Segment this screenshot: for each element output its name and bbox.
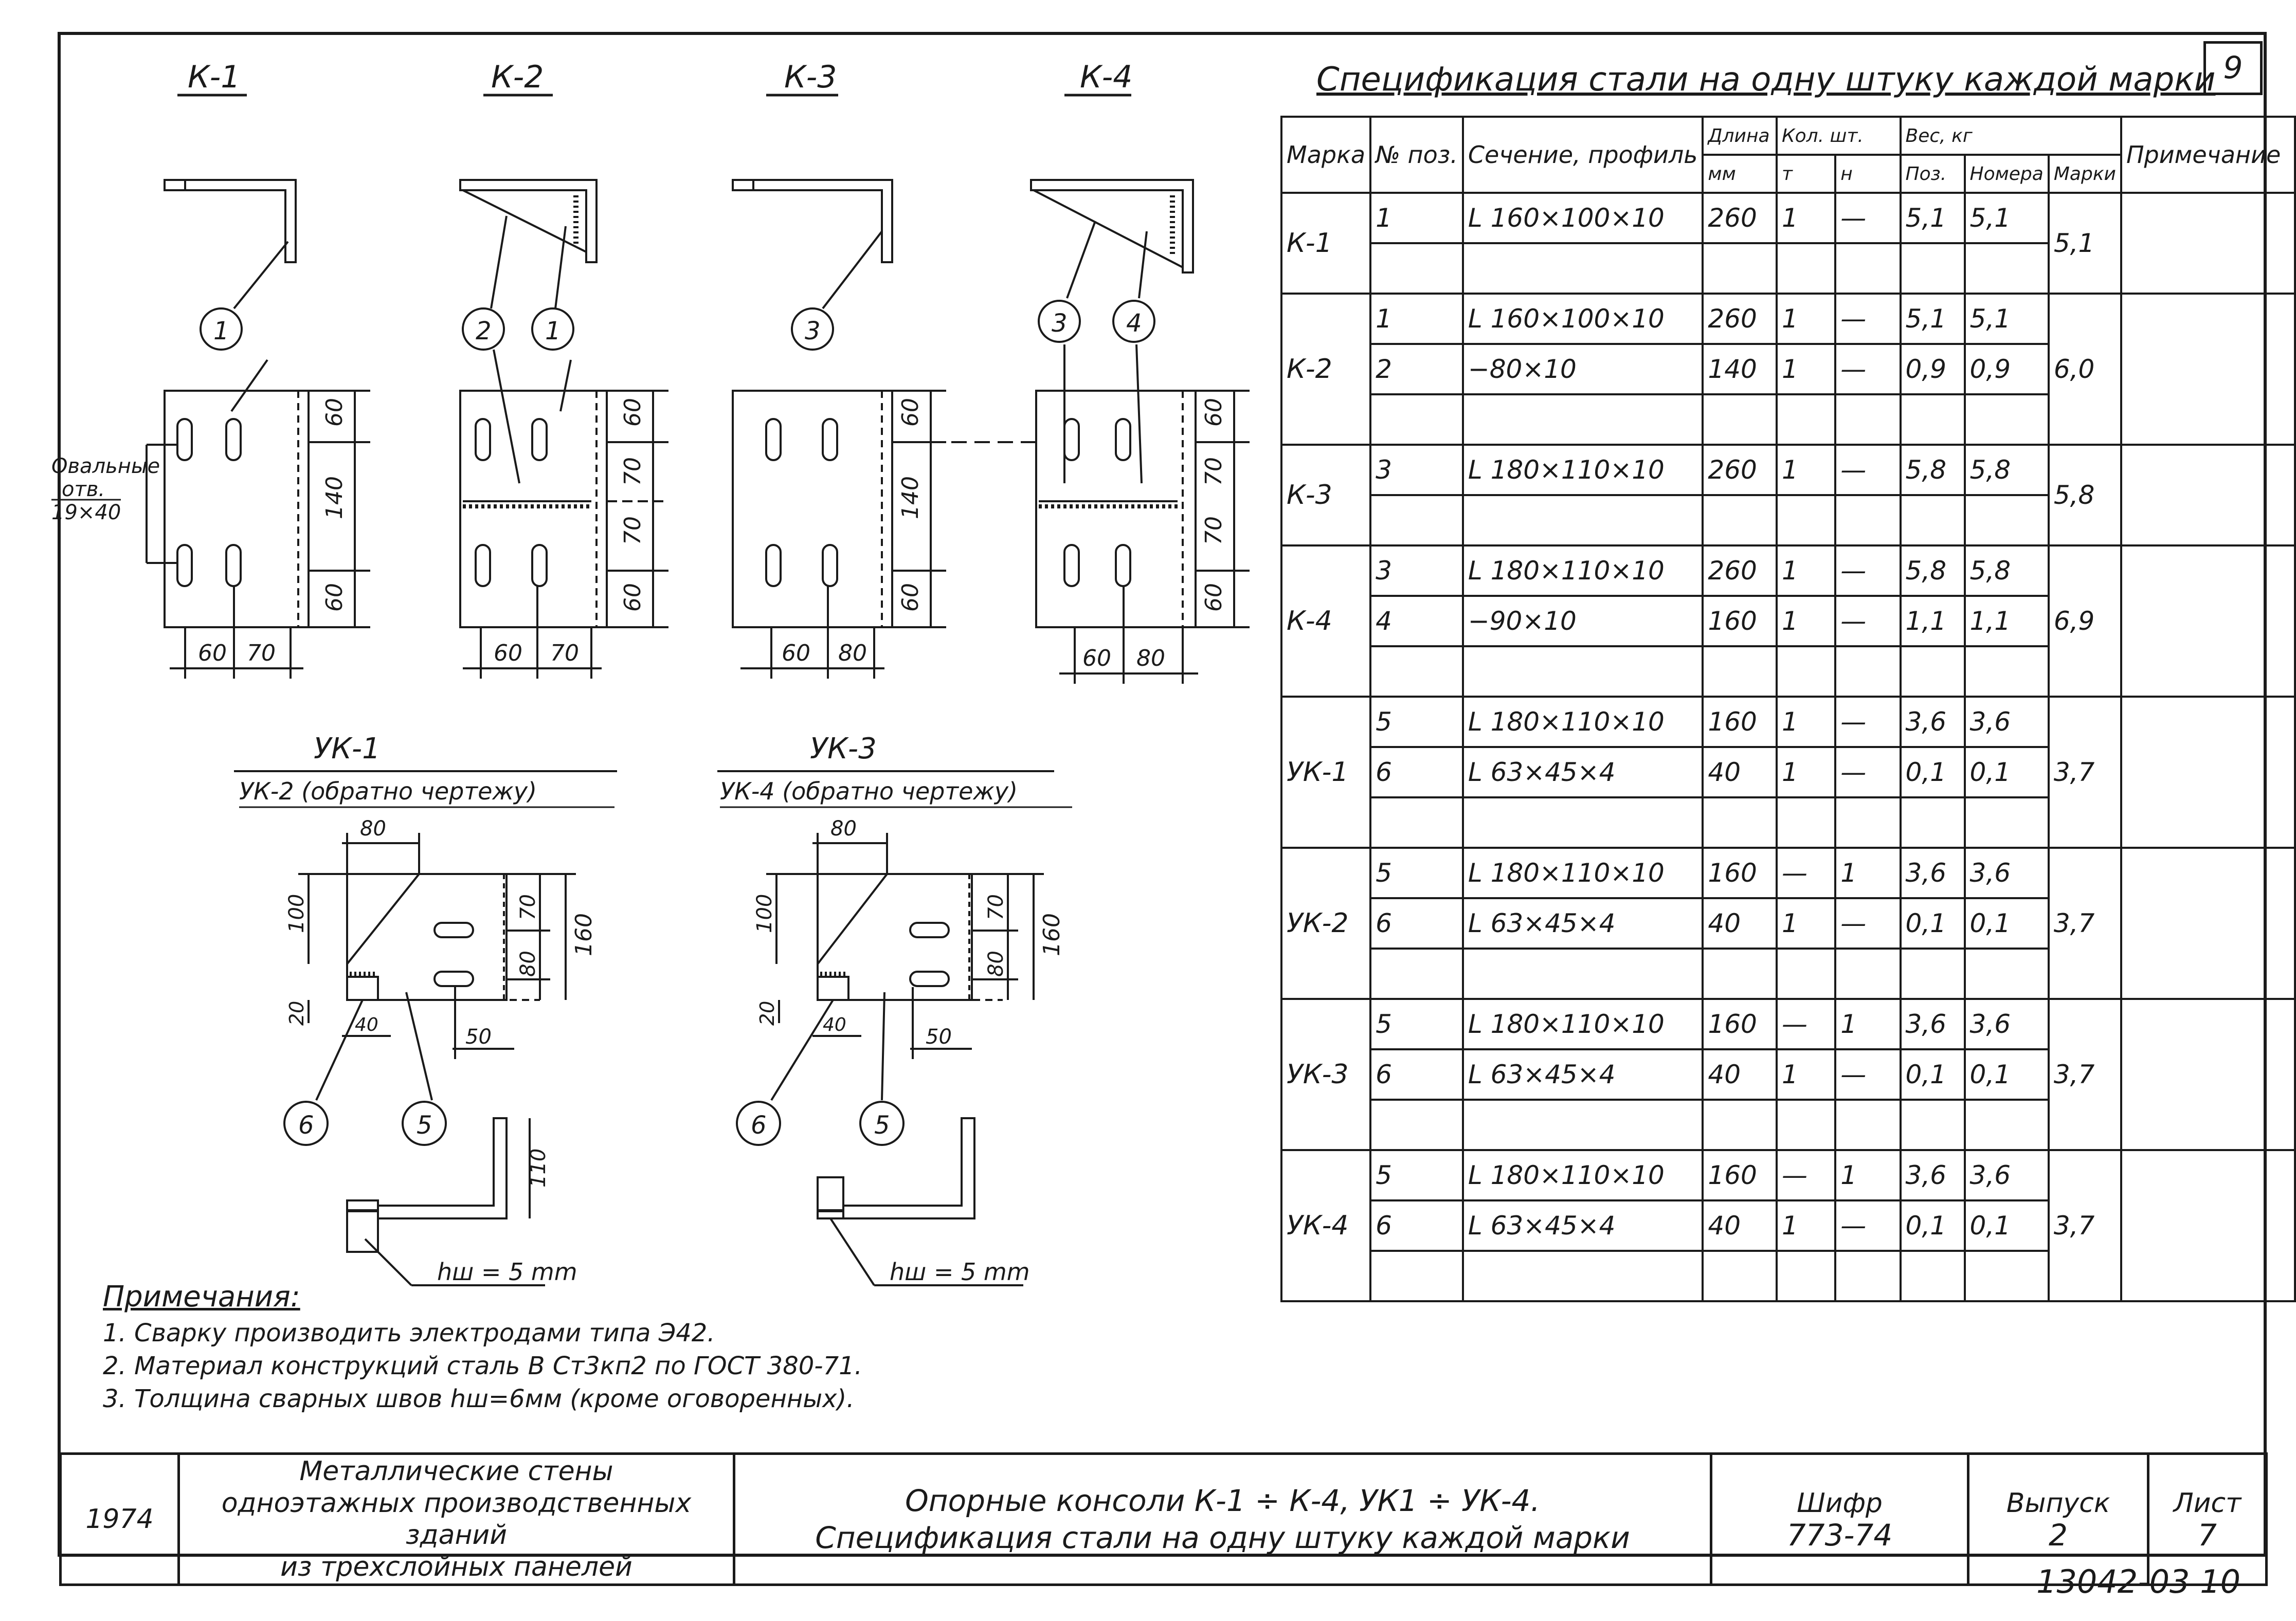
spec-cell-pos	[1370, 797, 1463, 848]
svg-text:50: 50	[926, 1025, 952, 1049]
spec-note-cell	[2121, 294, 2295, 445]
spec-cell-n: —	[1835, 294, 1900, 344]
spec-cell-wnum: 0,1	[1965, 747, 2049, 797]
spec-cell-wpos: 5,1	[1901, 294, 1965, 344]
spec-cell-t: 1	[1777, 294, 1835, 344]
svg-text:80: 80	[1136, 645, 1165, 671]
spec-cell-t: —	[1777, 848, 1835, 898]
spec-cell-wpos	[1901, 949, 1965, 999]
svg-text:60: 60	[321, 398, 348, 427]
spec-mark-cell: К-4	[1281, 545, 1370, 697]
header-w-pos: Поз.	[1901, 155, 1965, 193]
spec-mark-cell: К-3	[1281, 445, 1370, 545]
header-w-num: Номера	[1965, 155, 2049, 193]
spec-cell-length: 160	[1703, 697, 1777, 747]
spec-cell-wnum: 5,8	[1965, 445, 2049, 495]
detail-k2	[460, 59, 668, 679]
svg-text:80: 80	[360, 817, 386, 841]
uk3-weld: hш = 5 mm	[890, 1258, 1030, 1286]
spec-cell-n: —	[1835, 1049, 1900, 1100]
spec-cell-wpos: 5,8	[1901, 445, 1965, 495]
svg-text:60: 60	[1201, 398, 1227, 427]
svg-text:70: 70	[1201, 516, 1227, 545]
spec-cell-t	[1777, 1100, 1835, 1150]
spec-cell-wnum: 0,9	[1965, 344, 2049, 394]
spec-note-cell	[2121, 545, 2295, 697]
svg-text:70: 70	[1201, 457, 1227, 486]
table-row	[1281, 193, 2295, 243]
spec-cell-wnum	[1965, 1100, 2049, 1150]
spec-mark-weight-cell: 3,7	[2049, 848, 2121, 999]
svg-text:6: 6	[298, 1111, 314, 1140]
header-qty-n: н	[1835, 155, 1900, 193]
spec-cell-n: —	[1835, 697, 1900, 747]
spec-cell-n	[1835, 1251, 1900, 1301]
stamp-sheet: Лист 7	[2148, 1454, 2267, 1585]
spec-cell-n: —	[1835, 545, 1900, 596]
spec-note-cell	[2121, 999, 2295, 1150]
spec-cell-t: —	[1777, 1150, 1835, 1200]
spec-mark-weight-cell: 5,8	[2049, 445, 2121, 545]
spec-cell-t: 1	[1777, 1200, 1835, 1251]
svg-text:70: 70	[620, 457, 646, 486]
header-pos: № поз.	[1370, 117, 1463, 193]
spec-cell-wpos	[1901, 646, 1965, 697]
spec-mark-cell: УК-4	[1281, 1150, 1370, 1301]
spec-note-cell	[2121, 697, 2295, 848]
spec-cell-wpos: 5,1	[1901, 193, 1965, 243]
spec-cell-n: 1	[1835, 1150, 1900, 1200]
spec-cell-wnum	[1965, 1251, 2049, 1301]
spec-cell-wpos: 5,8	[1901, 545, 1965, 596]
spec-cell-n: —	[1835, 596, 1900, 646]
note-3: 3. Толщина сварных швов hш=6мм (кроме оговоренных).	[103, 1385, 855, 1413]
spec-cell-section	[1463, 1251, 1703, 1301]
spec-cell-length	[1703, 495, 1777, 545]
table-row	[1281, 445, 2295, 495]
spec-cell-length	[1703, 1100, 1777, 1150]
svg-text:70: 70	[516, 894, 540, 920]
spec-cell-n	[1835, 797, 1900, 848]
spec-cell-section: L 63×45×4	[1463, 898, 1703, 949]
spec-cell-section: −90×10	[1463, 596, 1703, 646]
header-section: Сечение, профиль	[1463, 117, 1703, 193]
spec-cell-wpos	[1901, 1251, 1965, 1301]
k1-hole-note-1: Овальные	[51, 454, 160, 478]
stamp-issue: Выпуск 2	[1968, 1454, 2148, 1585]
table-row	[1281, 545, 2295, 596]
svg-text:100: 100	[753, 894, 776, 933]
spec-cell-n: —	[1835, 193, 1900, 243]
spec-cell-t: 1	[1777, 596, 1835, 646]
spec-cell-length: 160	[1703, 848, 1777, 898]
spec-cell-pos: 3	[1370, 445, 1463, 495]
spec-cell-pos: 6	[1370, 1200, 1463, 1251]
spec-mark-weight-cell: 3,7	[2049, 1150, 2121, 1301]
k4-title: К-4	[1080, 59, 1133, 95]
spec-cell-t	[1777, 949, 1835, 999]
table-row	[1281, 848, 2295, 898]
svg-text:100: 100	[285, 894, 309, 933]
svg-text:60: 60	[1082, 645, 1111, 671]
spec-note-cell	[2121, 445, 2295, 545]
svg-text:110: 110	[527, 1148, 550, 1188]
spec-cell-length: 40	[1703, 747, 1777, 797]
k1-hole-note-3: 19×40	[51, 501, 121, 524]
spec-cell-pos: 5	[1370, 999, 1463, 1049]
spec-cell-wnum	[1965, 243, 2049, 294]
stamp-year: 1974	[61, 1454, 179, 1585]
svg-text:80: 80	[830, 817, 857, 841]
svg-text:80: 80	[516, 951, 540, 977]
note-1: 1. Сварку производить электродами типа Э42.	[103, 1319, 715, 1347]
spec-cell-section	[1463, 495, 1703, 545]
spec-cell-pos: 6	[1370, 898, 1463, 949]
spec-cell-n: —	[1835, 898, 1900, 949]
spec-cell-section: −80×10	[1463, 344, 1703, 394]
spec-cell-n	[1835, 394, 1900, 445]
spec-cell-pos: 6	[1370, 747, 1463, 797]
spec-note-cell	[2121, 848, 2295, 999]
spec-cell-t: —	[1777, 999, 1835, 1049]
spec-cell-pos	[1370, 949, 1463, 999]
stamp-project: Металлические стены одноэтажных производственных зданий из трехслойных панелей	[179, 1454, 734, 1585]
spec-cell-wnum	[1965, 495, 2049, 545]
spec-cell-wnum: 0,1	[1965, 898, 2049, 949]
spec-cell-wnum: 5,8	[1965, 545, 2049, 596]
spec-mark-cell: К-1	[1281, 193, 1370, 294]
spec-cell-wpos: 0,9	[1901, 344, 1965, 394]
svg-text:140: 140	[897, 476, 924, 519]
spec-cell-section: L 63×45×4	[1463, 747, 1703, 797]
spec-cell-wpos	[1901, 243, 1965, 294]
spec-cell-wnum: 5,1	[1965, 294, 2049, 344]
header-qty: Кол. шт.	[1777, 117, 1901, 155]
spec-cell-section	[1463, 1100, 1703, 1150]
k2-title: К-2	[491, 59, 544, 95]
spec-cell-section: L 63×45×4	[1463, 1200, 1703, 1251]
spec-cell-wnum: 0,1	[1965, 1049, 2049, 1100]
spec-cell-wnum: 1,1	[1965, 596, 2049, 646]
uk3-title: УК-3	[810, 732, 877, 766]
svg-text:60: 60	[897, 398, 924, 427]
spec-cell-wpos: 3,6	[1901, 848, 1965, 898]
spec-cell-wpos: 1,1	[1901, 596, 1965, 646]
spec-note-cell	[2121, 1150, 2295, 1301]
detail-k3	[733, 59, 946, 679]
spec-cell-section: L 180×110×10	[1463, 697, 1703, 747]
spec-cell-pos	[1370, 243, 1463, 294]
spec-mark-weight-cell: 6,0	[2049, 294, 2121, 445]
svg-text:1: 1	[213, 317, 229, 345]
spec-cell-t: 1	[1777, 898, 1835, 949]
spec-cell-length: 260	[1703, 545, 1777, 596]
svg-text:20: 20	[285, 1000, 308, 1026]
spec-cell-length: 40	[1703, 1200, 1777, 1251]
uk3-subtitle: УК-4 (обратно чертежу)	[720, 777, 1018, 805]
spec-cell-section	[1463, 949, 1703, 999]
svg-text:4: 4	[1126, 309, 1142, 338]
spec-cell-n	[1835, 949, 1900, 999]
spec-cell-section	[1463, 797, 1703, 848]
notes-heading: Примечания:	[103, 1280, 300, 1314]
svg-text:60: 60	[198, 640, 227, 666]
spec-cell-length: 260	[1703, 193, 1777, 243]
spec-cell-section: L 180×110×10	[1463, 999, 1703, 1049]
spec-cell-wnum	[1965, 394, 2049, 445]
svg-text:60: 60	[620, 583, 646, 612]
svg-text:140: 140	[321, 476, 348, 519]
spec-cell-wnum: 3,6	[1965, 1150, 2049, 1200]
spec-cell-n	[1835, 1100, 1900, 1150]
svg-text:70: 70	[247, 640, 276, 666]
spec-cell-t	[1777, 495, 1835, 545]
spec-cell-length: 260	[1703, 294, 1777, 344]
spec-cell-t: 1	[1777, 445, 1835, 495]
svg-text:160: 160	[1039, 913, 1065, 956]
spec-cell-t	[1777, 646, 1835, 697]
svg-text:60: 60	[620, 398, 646, 427]
spec-cell-pos: 5	[1370, 1150, 1463, 1200]
spec-cell-length	[1703, 949, 1777, 999]
spec-cell-wnum: 3,6	[1965, 848, 2049, 898]
spec-cell-t: 1	[1777, 545, 1835, 596]
svg-text:20: 20	[756, 1000, 779, 1026]
header-length: Длина	[1703, 117, 1777, 155]
spec-mark-weight-cell: 3,7	[2049, 697, 2121, 848]
spec-cell-wpos: 3,6	[1901, 1150, 1965, 1200]
spec-cell-pos	[1370, 1100, 1463, 1150]
spec-cell-wnum: 5,1	[1965, 193, 2049, 243]
spec-cell-n: —	[1835, 445, 1900, 495]
svg-text:70: 70	[620, 516, 646, 545]
spec-cell-t: 1	[1777, 344, 1835, 394]
spec-cell-wnum: 3,6	[1965, 999, 2049, 1049]
spec-cell-n: —	[1835, 344, 1900, 394]
svg-text:60: 60	[494, 640, 522, 666]
spec-cell-section: L 160×100×10	[1463, 294, 1703, 344]
spec-cell-length	[1703, 797, 1777, 848]
spec-cell-length: 160	[1703, 1150, 1777, 1200]
spec-cell-wnum	[1965, 646, 2049, 697]
header-weight: Вес, кг	[1901, 117, 2121, 155]
spec-cell-wpos	[1901, 797, 1965, 848]
spec-cell-length: 160	[1703, 596, 1777, 646]
svg-text:40: 40	[823, 1014, 846, 1035]
svg-text:160: 160	[571, 913, 597, 956]
svg-text:60: 60	[321, 583, 348, 612]
svg-text:70: 70	[984, 894, 1008, 920]
detail-k4	[951, 59, 1250, 684]
spec-cell-length: 260	[1703, 445, 1777, 495]
header-length-unit: мм	[1703, 155, 1777, 193]
spec-cell-section	[1463, 243, 1703, 294]
spec-cell-wpos: 0,1	[1901, 898, 1965, 949]
svg-text:50: 50	[465, 1025, 492, 1049]
note-2: 2. Материал конструкций сталь В Ст3кп2 по ГОСТ 380-71.	[103, 1352, 862, 1380]
table-row	[1281, 294, 2295, 344]
spec-cell-section: L 63×45×4	[1463, 1049, 1703, 1100]
spec-cell-n: 1	[1835, 848, 1900, 898]
spec-cell-wpos: 0,1	[1901, 1200, 1965, 1251]
spec-cell-pos: 5	[1370, 697, 1463, 747]
spec-cell-section: L 160×100×10	[1463, 193, 1703, 243]
stamp-code: Шифр 773-74	[1711, 1454, 1968, 1585]
spec-cell-pos	[1370, 394, 1463, 445]
detail-uk1	[234, 732, 617, 1286]
spec-cell-t	[1777, 394, 1835, 445]
header-mark: Марка	[1281, 117, 1370, 193]
header-qty-t: т	[1777, 155, 1835, 193]
spec-cell-wpos: 0,1	[1901, 747, 1965, 797]
spec-mark-cell: УК-1	[1281, 697, 1370, 848]
spec-cell-t	[1777, 1251, 1835, 1301]
stamp-title: Опорные консоли К-1 ÷ К-4, УК1 ÷ УК-4. Спецификация стали на одну штуку каждой марки	[734, 1454, 1711, 1585]
spec-title: Спецификация стали на одну штуку каждой марки	[1316, 61, 2216, 99]
spec-cell-wpos: 3,6	[1901, 999, 1965, 1049]
k1-title: К-1	[188, 59, 241, 95]
detail-k1	[51, 59, 370, 679]
spec-cell-n	[1835, 646, 1900, 697]
spec-mark-weight-cell: 5,1	[2049, 193, 2121, 294]
spec-cell-t: 1	[1777, 747, 1835, 797]
spec-cell-length: 40	[1703, 1049, 1777, 1100]
spec-cell-length: 160	[1703, 999, 1777, 1049]
spec-cell-wpos	[1901, 394, 1965, 445]
spec-cell-length	[1703, 394, 1777, 445]
spec-cell-length	[1703, 243, 1777, 294]
svg-text:6: 6	[751, 1111, 767, 1140]
spec-mark-cell: УК-3	[1281, 999, 1370, 1150]
header-w-mark: Марки	[2049, 155, 2121, 193]
spec-cell-n	[1835, 495, 1900, 545]
spec-cell-length	[1703, 646, 1777, 697]
spec-cell-wpos: 3,6	[1901, 697, 1965, 747]
spec-cell-pos	[1370, 646, 1463, 697]
spec-cell-wnum: 0,1	[1965, 1200, 2049, 1251]
archive-code: 13042-03 10	[2036, 1563, 2241, 1600]
spec-mark-weight-cell: 6,9	[2049, 545, 2121, 697]
spec-cell-pos: 4	[1370, 596, 1463, 646]
spec-cell-t: 1	[1777, 193, 1835, 243]
notes-block	[103, 1280, 862, 1415]
k1-hole-note-2: отв.	[62, 478, 105, 501]
svg-text:2: 2	[476, 317, 492, 345]
uk1-title: УК-1	[314, 732, 381, 766]
uk1-weld: hш = 5 mm	[437, 1258, 577, 1286]
sheet-number: 9	[2203, 41, 2263, 95]
spec-cell-pos: 6	[1370, 1049, 1463, 1100]
svg-text:1: 1	[545, 317, 561, 345]
svg-text:3: 3	[805, 317, 821, 345]
table-row	[1281, 1150, 2295, 1200]
spec-cell-n: —	[1835, 747, 1900, 797]
spec-cell-n: 1	[1835, 999, 1900, 1049]
spec-cell-section: L 180×110×10	[1463, 1150, 1703, 1200]
svg-text:5: 5	[417, 1111, 432, 1140]
spec-cell-section: L 180×110×10	[1463, 545, 1703, 596]
spec-cell-section	[1463, 646, 1703, 697]
svg-text:60: 60	[1201, 583, 1227, 612]
svg-text:80: 80	[838, 640, 867, 666]
spec-table	[1280, 116, 2296, 1302]
spec-cell-wnum: 3,6	[1965, 697, 2049, 747]
spec-cell-t	[1777, 243, 1835, 294]
spec-mark-cell: К-2	[1281, 294, 1370, 445]
uk1-subtitle: УК-2 (обратно чертежу)	[239, 777, 537, 805]
spec-mark-weight-cell: 3,7	[2049, 999, 2121, 1150]
spec-cell-n: —	[1835, 1200, 1900, 1251]
spec-cell-n	[1835, 243, 1900, 294]
spec-cell-pos	[1370, 1251, 1463, 1301]
table-row	[1281, 999, 2295, 1049]
spec-cell-pos: 5	[1370, 848, 1463, 898]
spec-cell-wnum	[1965, 949, 2049, 999]
svg-text:5: 5	[874, 1111, 890, 1140]
spec-cell-pos: 3	[1370, 545, 1463, 596]
spec-cell-length: 40	[1703, 898, 1777, 949]
svg-text:70: 70	[550, 640, 579, 666]
header-note: Примечание	[2121, 117, 2295, 193]
svg-text:80: 80	[984, 951, 1008, 977]
spec-mark-cell: УК-2	[1281, 848, 1370, 999]
spec-cell-wpos	[1901, 1100, 1965, 1150]
spec-cell-pos: 1	[1370, 193, 1463, 243]
svg-text:60: 60	[897, 583, 924, 612]
spec-cell-length: 140	[1703, 344, 1777, 394]
spec-cell-t: 1	[1777, 697, 1835, 747]
svg-text:3: 3	[1052, 309, 1068, 338]
k3-title: К-3	[784, 59, 837, 95]
spec-cell-t: 1	[1777, 1049, 1835, 1100]
title-block	[59, 1452, 2268, 1586]
spec-cell-wnum	[1965, 797, 2049, 848]
spec-note-cell	[2121, 193, 2295, 294]
spec-cell-section	[1463, 394, 1703, 445]
spec-cell-section: L 180×110×10	[1463, 445, 1703, 495]
spec-cell-pos: 2	[1370, 344, 1463, 394]
spec-cell-t	[1777, 797, 1835, 848]
spec-cell-section: L 180×110×10	[1463, 848, 1703, 898]
svg-text:40: 40	[355, 1014, 378, 1035]
spec-cell-wpos	[1901, 495, 1965, 545]
spec-cell-pos: 1	[1370, 294, 1463, 344]
spec-cell-wpos: 0,1	[1901, 1049, 1965, 1100]
spec-cell-length	[1703, 1251, 1777, 1301]
table-row	[1281, 697, 2295, 747]
svg-text:60: 60	[782, 640, 810, 666]
detail-uk3	[717, 732, 1072, 1286]
spec-cell-pos	[1370, 495, 1463, 545]
